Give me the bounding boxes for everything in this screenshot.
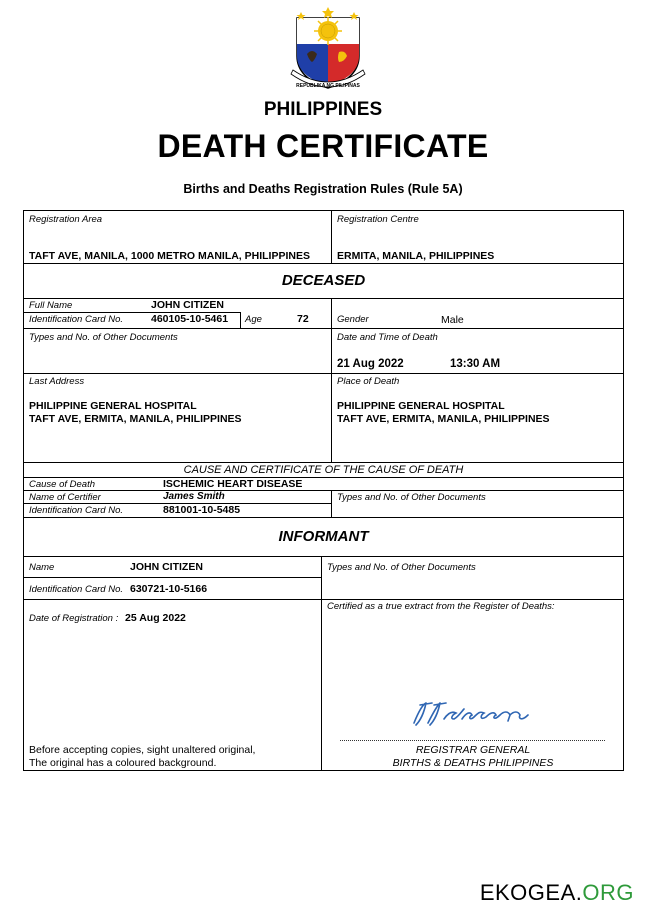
time-of-death-value: 13:30 AM xyxy=(450,358,501,370)
cause-heading: CAUSE AND CERTIFICATE OF THE CAUSE OF DEATH xyxy=(183,464,464,476)
certified-extract-label: Certified as a true extract from the Register of Deaths: xyxy=(327,601,555,612)
cause-other-docs-label: Types and No. of Other Documents xyxy=(337,492,486,503)
full-name-label: Full Name xyxy=(29,300,73,311)
age-label: Age xyxy=(245,314,262,325)
brand-left: EKOGEA. xyxy=(479,880,583,905)
gender-value: Male xyxy=(441,314,464,326)
document-title: DEATH CERTIFICATE xyxy=(157,128,489,164)
informant-name-value: JOHN CITIZEN xyxy=(130,561,203,573)
last-address-line1: PHILIPPINE GENERAL HOSPITAL xyxy=(29,400,197,412)
registration-area-value: TAFT AVE, MANILA, 1000 METRO MANILA, PHILIPPINES xyxy=(29,250,310,262)
age-value: 72 xyxy=(297,313,309,325)
registration-date-value: 25 Aug 2022 xyxy=(125,612,186,624)
informant-id-label: Identification Card No. xyxy=(29,584,123,595)
signature-line xyxy=(340,740,605,741)
certifier-label: Name of Certifier xyxy=(29,492,101,503)
note-line1: Before accepting copies, sight unaltered original, xyxy=(29,744,256,756)
brand-right: ORG xyxy=(582,880,634,905)
last-address-line2: TAFT AVE, ERMITA, MANILA, PHILIPPINES xyxy=(29,413,242,425)
informant-name-label: Name xyxy=(29,562,55,573)
registration-date-label: Date of Registration : xyxy=(29,613,119,624)
gender-label: Gender xyxy=(337,314,369,325)
registration-area-label: Registration Area xyxy=(29,214,103,225)
last-address-label: Last Address xyxy=(29,376,85,387)
certifier-value: James Smith xyxy=(163,491,225,502)
informant-heading: INFORMANT xyxy=(278,528,369,545)
note-line2: The original has a coloured background. xyxy=(29,757,217,769)
registrar-line1: REGISTRAR GENERAL xyxy=(415,744,531,756)
place-of-death-line2: TAFT AVE, ERMITA, MANILA, PHILIPPINES xyxy=(337,413,550,425)
seal-motto: REPUBLIKA NG PILIPINAS xyxy=(296,83,360,89)
registration-centre-label: Registration Centre xyxy=(337,214,419,225)
certifier-id-value: 881001-10-5485 xyxy=(163,504,241,516)
deceased-other-docs-label: Types and No. of Other Documents xyxy=(29,332,178,343)
full-name-value: JOHN CITIZEN xyxy=(151,299,224,311)
country-name: PHILIPPINES xyxy=(263,99,383,120)
deceased-id-label: Identification Card No. xyxy=(29,314,123,325)
informant-other-docs-label: Types and No. of Other Documents xyxy=(327,562,476,573)
rule-subtitle: Births and Deaths Registration Rules (Rule 5A) xyxy=(183,182,463,196)
place-of-death-line1: PHILIPPINE GENERAL HOSPITAL xyxy=(337,400,505,412)
cause-of-death-value: ISCHEMIC HEART DISEASE xyxy=(163,478,303,490)
brand-watermark xyxy=(480,880,634,906)
registrar-line2: BIRTHS & DEATHS PHILIPPINES xyxy=(392,757,554,769)
date-time-of-death-label: Date and Time of Death xyxy=(337,332,438,343)
deceased-heading: DECEASED xyxy=(281,272,366,289)
registrar-signature-icon xyxy=(408,695,538,731)
informant-id-value: 630721-10-5166 xyxy=(130,583,208,595)
philippine-seal-icon xyxy=(287,4,369,96)
cause-of-death-label: Cause of Death xyxy=(29,479,96,490)
date-of-death-value: 21 Aug 2022 xyxy=(337,358,404,370)
registration-centre-value: ERMITA, MANILA, PHILIPPINES xyxy=(337,250,495,262)
place-of-death-label: Place of Death xyxy=(337,376,400,387)
deceased-id-value: 460105-10-5461 xyxy=(151,313,229,325)
certifier-id-label: Identification Card No. xyxy=(29,505,123,516)
